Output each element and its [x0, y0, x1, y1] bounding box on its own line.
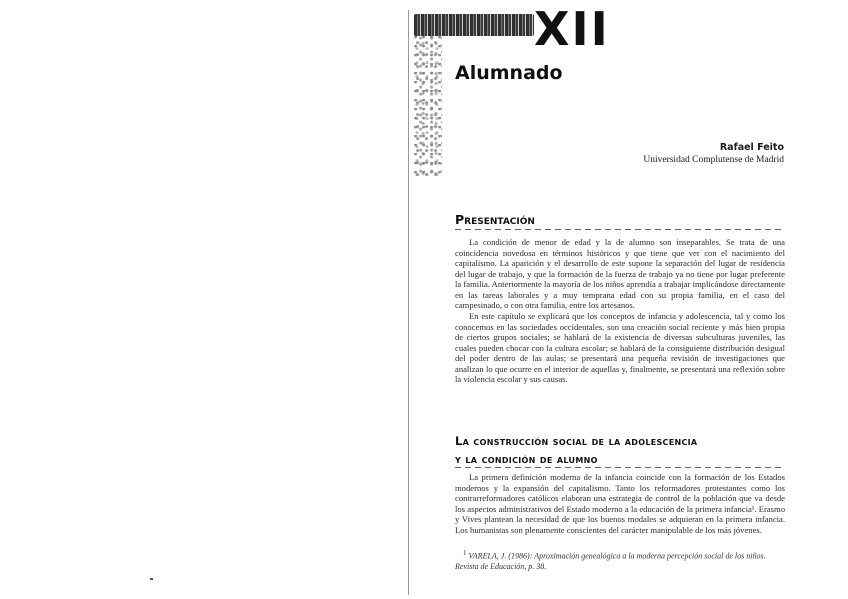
scan-speck [150, 578, 153, 580]
section-heading-presentation: Presentación [455, 212, 535, 227]
chapter-number: XII [534, 2, 610, 56]
chapter-title: Alumnado [455, 62, 563, 84]
section-heading-adolescence-line1: La construcción social de la adolescencia [455, 434, 698, 448]
paragraph: En este capítulo se explicará que los conceptos de infancia y adolescencia, tal y como los conocemos en las sociedades occidentales, son una creación social reciente y más bien propia de ciertos grupos sociales; se hablará de la existencia de diversas subculturas juveniles, las cuales pueden chocar con la cultura escolar; se hablará de la consiguiente distribución desigual del poder dentro de las aulas; se presentará una pequeña revisión de investigaciones que analizan lo que ocurre en el interior de aquellas y, finalmente, se presentará una reflexión sobre la violencia escolar y sus causas. [455, 311, 785, 385]
book-spine [408, 10, 409, 595]
section-rule [455, 229, 785, 230]
paragraph: La condición de menor de edad y la de alumno son inseparables. Se trata de una coincidencia novedosa en términos históricos y que tiene que ver con el nacimiento del capitalismo. La aparición y el desarrollo de este supone la separación del lugar de residencia del lugar de trabajo, y que la formación de la fuerza de trabajo ya no tiene por lugar preferente la familia. Anteriormente la mayoría de los niños aprendía a trabajar implicándose directamente en las tareas laborales y a muy temprana edad con su propia familia, en el caso del campesinado, o con otra familia, entre los artesanos. [455, 237, 785, 311]
section-rule [455, 467, 785, 468]
paragraph: La primera definición moderna de la infancia coincide con la formación de los Estados modernos y la expansión del capitalismo. Tanto los reformadores protestantes como los contrarreformadores católicos elaboran una estrategia de control de la población que va desde los aspectos administrativos del Estado moderno a la educación de la primera infancia¹. Erasmo y Vives plantean la necesidad de que los buenos modales se adquieran en la primera infancia. Los humanistas son plenamente conscientes del carácter manipulable de los más jóvenes. [455, 472, 785, 535]
author-affiliation: Universidad Complutense de Madrid [643, 155, 784, 165]
footnote [455, 548, 785, 572]
section-heading-adolescence-line2: y la condición de alumno [455, 452, 598, 466]
author-name: Rafael Feito [719, 142, 784, 153]
footnote-text: VARELA, J. (1986): Aproximación genealógica a la moderna percepción social de los niños. Revista de Educación, p. 38. [455, 551, 766, 571]
footnote-marker: 1 [463, 549, 467, 557]
author-block [643, 142, 784, 166]
decorative-speckle [414, 36, 442, 176]
